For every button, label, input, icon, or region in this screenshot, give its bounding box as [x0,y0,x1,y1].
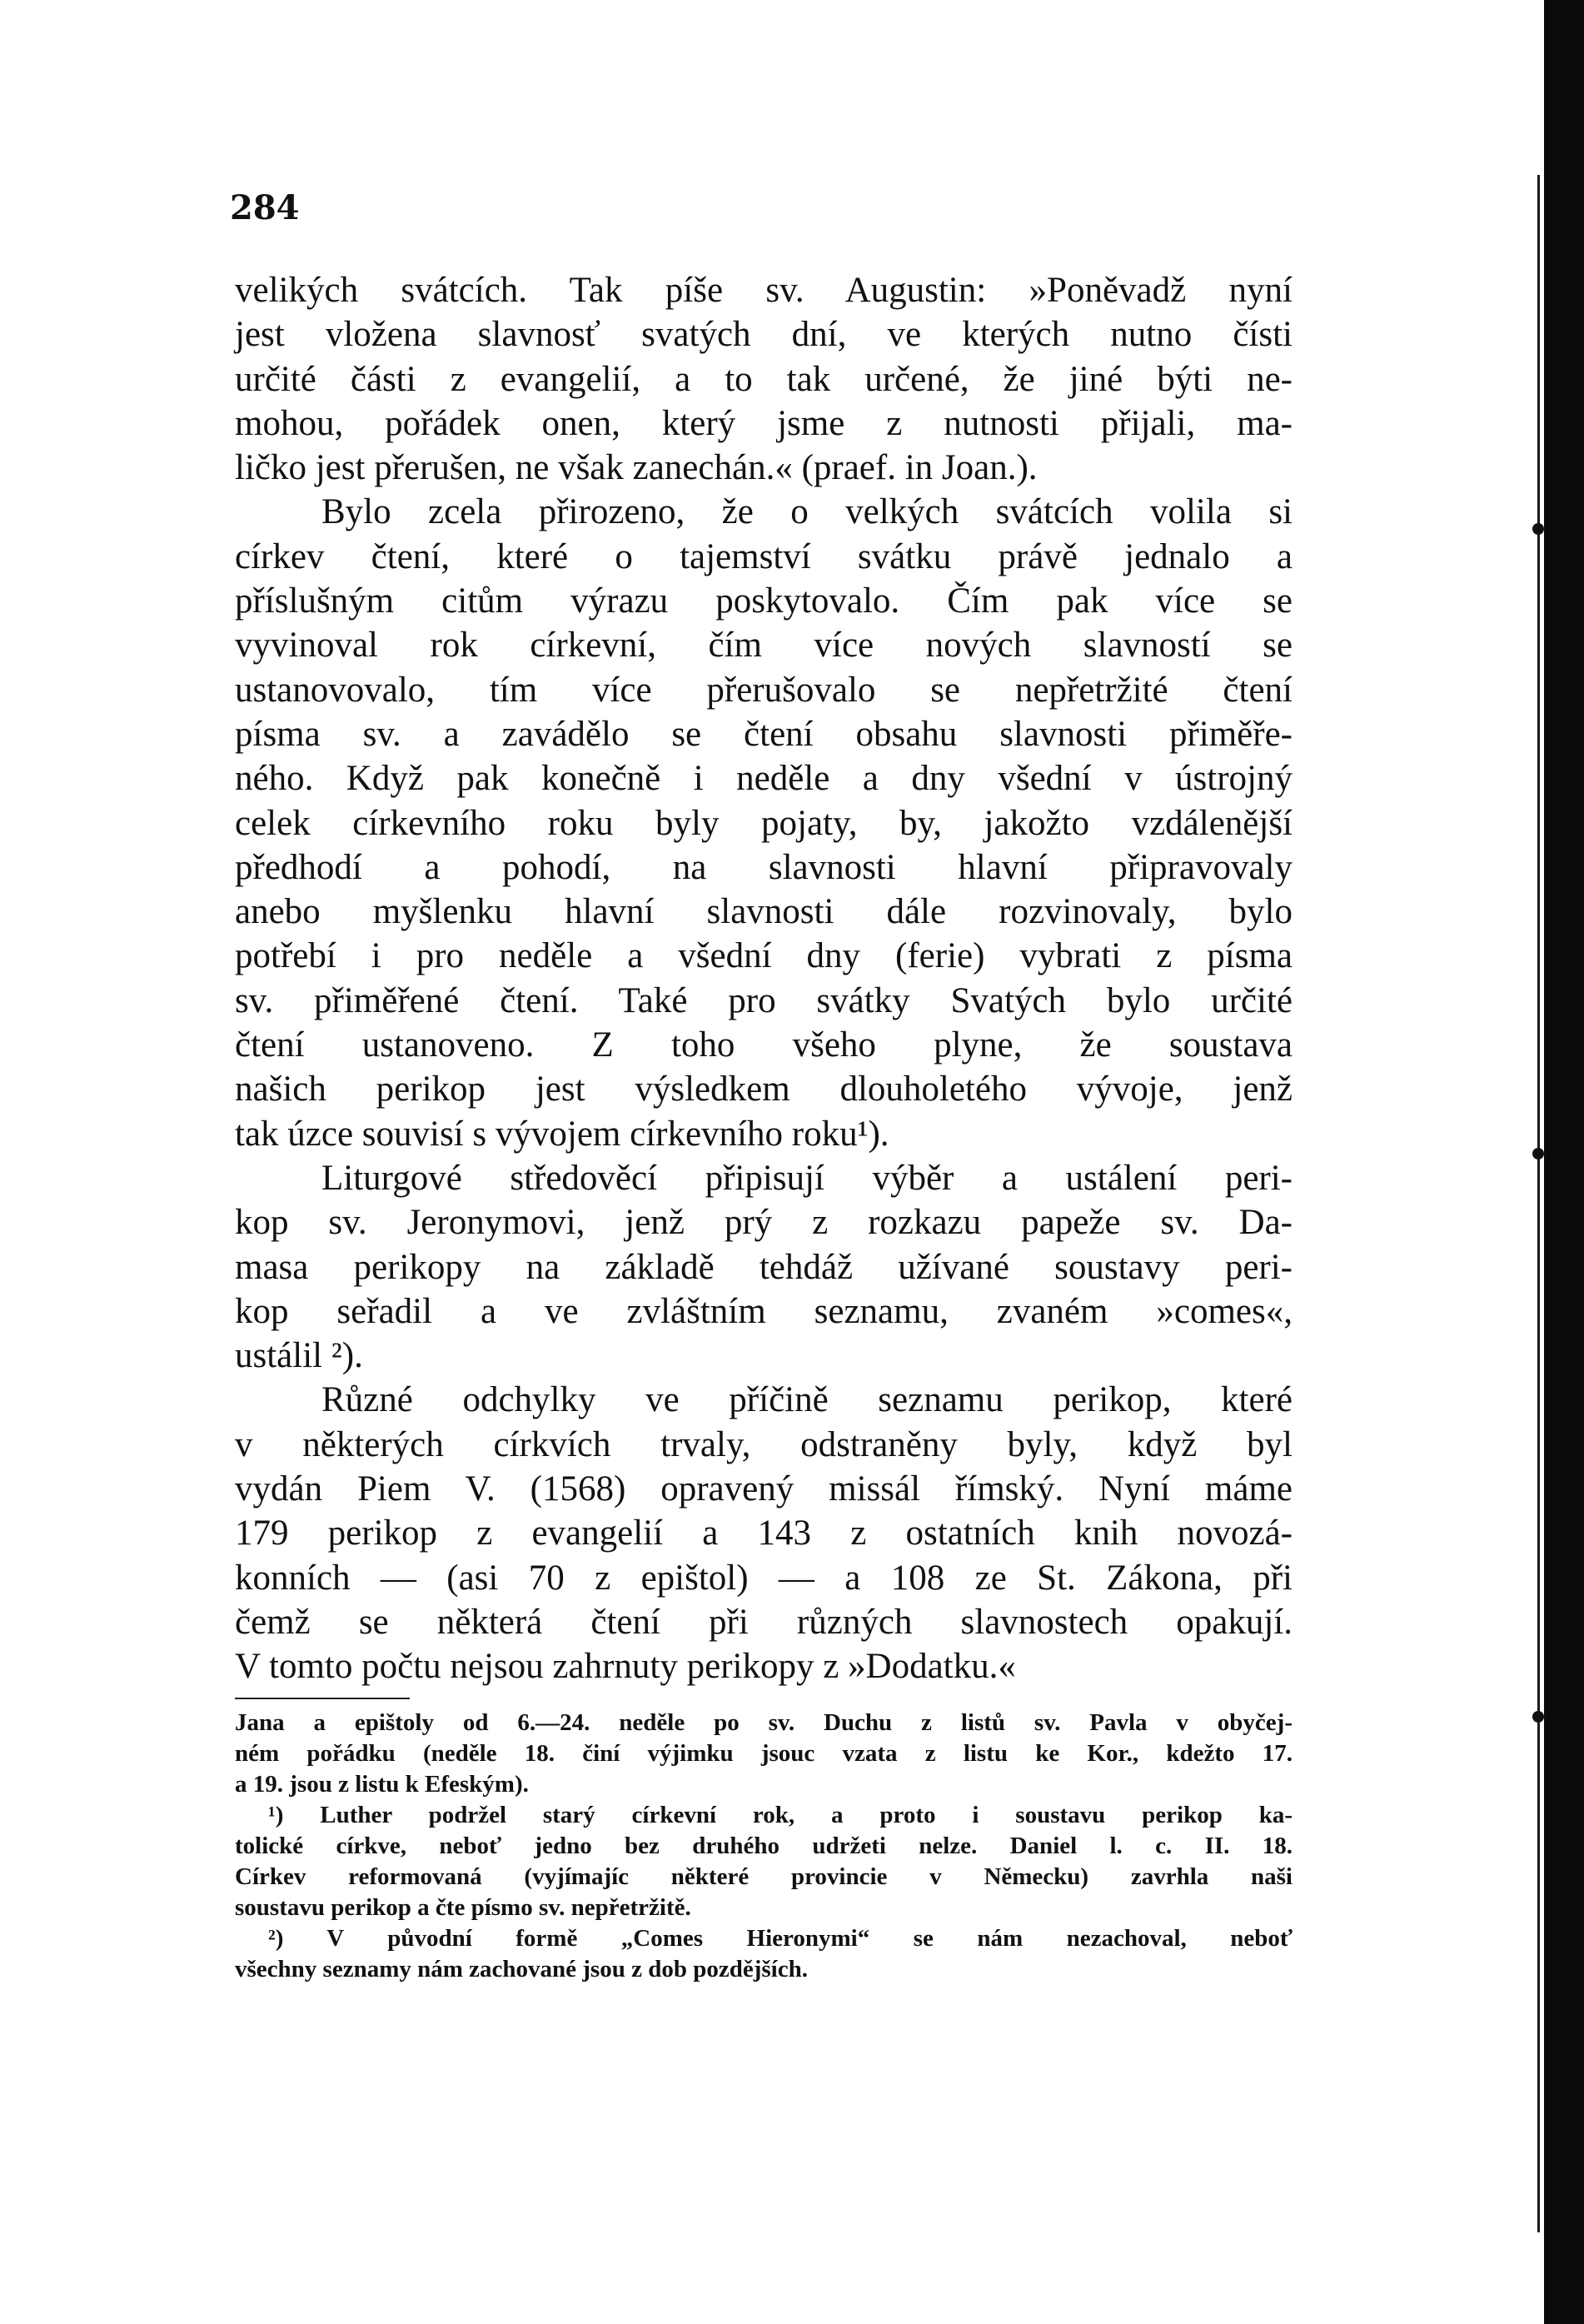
page-edge-line [1537,175,1540,2232]
edge-mark [1532,1148,1544,1160]
text-line: ustanovovalo, tím více přerušovalo se nepřetržité čtení [235,670,1293,710]
footnote-line: soustavu perikop a čte písmo sv. nepřetržitě. [235,1894,691,1921]
footnote-line: Církev reformovaná (vyjímajíc některé provincie v Německu) zavrhla naši [235,1863,1293,1890]
text-line: celek církevního roku byly pojaty, by, jakožto vzdálenější [235,803,1293,843]
text-line: jest vložena slavnosť svatých dní, ve kterých nutno čísti [235,315,1293,355]
footnote-line: a 19. jsou z listu k Efeským). [235,1771,529,1798]
text-line: mohou, pořádek onen, který jsme z nutnosti přijali, ma- [235,403,1293,443]
footnote-line: ²) V původní formě „Comes Hieronymi“ se nám nezachoval, neboť [268,1925,1293,1952]
page-number: 284 [230,188,300,227]
text-line: tak úzce souvisí s vývojem církevního roku¹). [235,1114,889,1154]
edge-mark [1532,1711,1544,1723]
text-line: sv. přiměřené čtení. Také pro svátky Svatých bylo určité [235,980,1293,1020]
footnote-line: Jana a epištoly od 6.—24. neděle po sv. Duchu z listů sv. Pavla v obyčej- [235,1709,1293,1736]
scan-border [1544,0,1584,2324]
text-line: církev čtení, které o tajemství svátku právě jednalo a [235,536,1293,576]
text-line: kop seřadil a ve zvláštním seznamu, zvaném »comes«, [235,1291,1293,1331]
text-line: Liturgové středověcí připisují výběr a ustálení peri- [321,1158,1293,1198]
text-line: 179 perikop z evangelií a 143 z ostatních knih novozá- [235,1514,1293,1553]
text-line: vydán Piem V. (1568) opravený missál římský. Nyní máme [235,1469,1293,1509]
footnote-line: tolické církve, neboť jedno bez druhého udržeti nelze. Daniel l. c. II. 18. [235,1833,1293,1859]
text-line: masa perikopy na základě tehdáž užívané soustavy peri- [235,1247,1293,1287]
text-line: předhodí a pohodí, na slavnosti hlavní připravovaly [235,847,1293,887]
text-line: potřebí i pro neděle a všední dny (ferie) vybrati z písma [235,936,1293,976]
text-line: písma sv. a zavádělo se čtení obsahu slavnosti přiměře- [235,714,1293,754]
text-line: našich perikop jest výsledkem dlouholetého vývoje, jenž [235,1070,1293,1110]
footnote-line: všechny seznamy nám zachované jsou z dob pozdějších. [235,1956,808,1982]
text-line: ného. Když pak konečně i neděle a dny všední v ústrojný [235,759,1293,799]
text-line: velikých svátcích. Tak píše sv. Augustin: »Poněvadž nyní [235,271,1293,310]
text-line: čemž se některá čtení při různých slavnostech opakují. [235,1602,1293,1642]
edge-mark [1532,523,1544,535]
text-line: čtení ustanoveno. Z toho všeho plyne, že soustava [235,1025,1293,1065]
text-line: Bylo zcela přirozeno, že o velkých svátcích volila si [321,492,1293,532]
text-line: vyvinoval rok církevní, čím více nových slavností se [235,626,1293,666]
footnote-line: ¹) Luther podržel starý církevní rok, a proto i soustavu perikop ka- [268,1802,1293,1828]
footnote-separator [235,1698,410,1699]
text-line: určité části z evangelií, a to tak určené, že jiné býti ne- [235,359,1293,399]
text-line: V tomto počtu nejsou zahrnuty perikopy z »Dodatku.« [235,1647,1016,1687]
text-line: konních — (asi 70 z epištol) — a 108 ze St. Zákona, při [235,1558,1293,1598]
footnotes [235,1708,1293,1985]
text-line: ličko jest přerušen, ne však zanechán.« (praef. in Joan.). [235,448,1038,488]
footnote-line: ném pořádku (neděle 18. činí výjimku jsouc vzata z listu ke Kor., kdežto 17. [235,1740,1293,1767]
body-text [235,268,1293,1689]
text-line: v některých církvích trvaly, odstraněny byly, když byl [235,1424,1293,1464]
text-line: ustálil ²). [235,1336,363,1376]
text-line: Různé odchylky ve příčině seznamu perikop, které [321,1380,1293,1420]
text-line: kop sv. Jeronymovi, jenž prý z rozkazu papeže sv. Da- [235,1203,1293,1243]
text-line: anebo myšlenku hlavní slavnosti dále rozvinovaly, bylo [235,892,1293,932]
text-line: příslušným citům výrazu poskytovalo. Čím pak více se [235,581,1293,621]
